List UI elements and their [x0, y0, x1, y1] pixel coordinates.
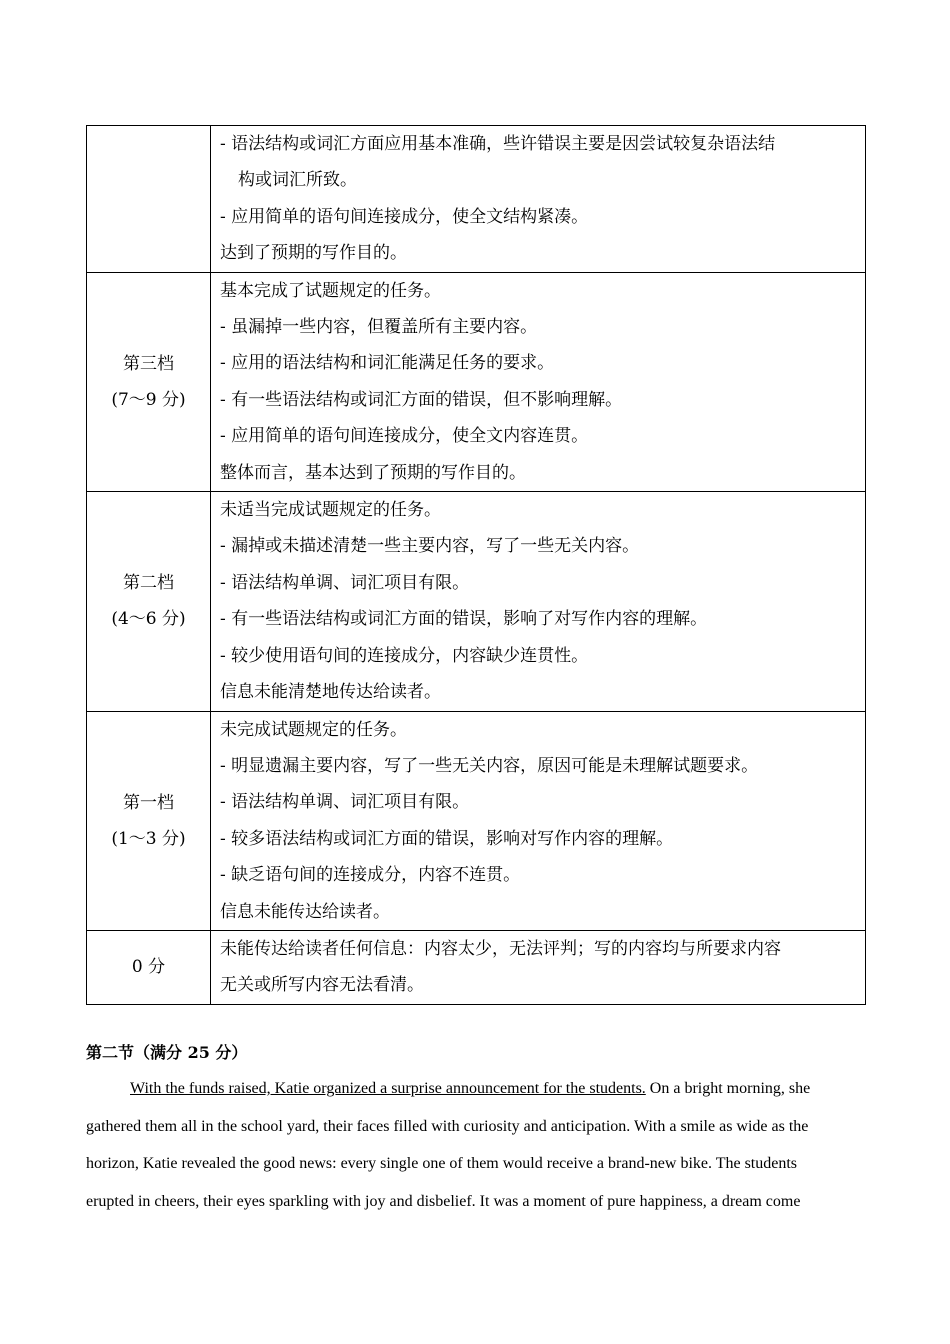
description-line: - 有一些语法结构或词汇方面的错误，影响了对写作内容的理解。: [220, 609, 708, 630]
passage-line: horizon, Katie revealed the good news: every single one of them would receive a brand-new bike. The students: [86, 1155, 798, 1172]
description-line: - 语法结构单调、词汇项目有限。: [220, 572, 470, 593]
passage-line: [86, 1070, 864, 1108]
grade-cell: [87, 272, 211, 491]
description-line: 信息未能传达给读者。: [220, 901, 390, 922]
description-line: - 明显遗漏主要内容，写了一些无关内容，原因可能是未理解试题要求。: [220, 755, 759, 776]
grade-name: 第二档: [123, 573, 174, 594]
description-line: - 应用简单的语句间连接成分，使全文结构紧凑。: [220, 206, 589, 227]
grade-name: 0 分: [131, 957, 166, 978]
rubric-row-continuation: [87, 126, 866, 273]
description-line: 信息未能清楚地传达给读者。: [220, 682, 441, 703]
description-line: - 语法结构单调、词汇项目有限。: [220, 792, 470, 813]
description-line: 未完成试题规定的任务。: [220, 719, 407, 740]
description-line: 未能传达给读者任何信息：内容太少，无法评判；写的内容均与所要求内容: [220, 938, 781, 959]
description-line: 构或词汇所致。: [238, 170, 357, 191]
grade-name: 第一档: [123, 792, 174, 813]
description-line: - 较少使用语句间的连接成分，内容缺少连贯性。: [220, 645, 589, 666]
description-line: - 缺乏语句间的连接成分，内容不连贯。: [220, 865, 521, 886]
grade-cell: [87, 492, 211, 711]
description-line: - 漏掉或未描述清楚一些主要内容，写了一些无关内容。: [220, 536, 640, 557]
description-line: 基本完成了试题规定的任务。: [220, 280, 441, 301]
section-title: 第二节（满分 25 分）: [86, 1043, 248, 1062]
grade-range: (1～3 分): [111, 828, 186, 849]
grade-name: 第三档: [123, 353, 174, 374]
description-cell: [211, 711, 866, 930]
description-line: - 较多语法结构或词汇方面的错误，影响对写作内容的理解。: [220, 828, 674, 849]
grade-range: (7～9 分): [111, 389, 186, 410]
rubric-row-band-2: [87, 492, 866, 711]
description-cell: [211, 126, 866, 273]
description-line: - 有一些语法结构或词汇方面的错误，但不影响理解。: [220, 389, 623, 410]
grade-cell: [87, 930, 211, 1004]
description-line: - 虽漏掉一些内容，但覆盖所有主要内容。: [220, 317, 538, 338]
description-cell: [211, 492, 866, 711]
passage-line: gathered them all in the school yard, their faces filled with curiosity and anticipation. With a smile as wide as the: [86, 1117, 809, 1135]
passage-text: On a bright morning, she: [645, 1080, 811, 1097]
scoring-rubric-table: [86, 125, 866, 1005]
description-line: 无关或所写内容无法看清。: [220, 975, 424, 996]
grade-range: (4～6 分): [111, 609, 186, 630]
reading-passage: [86, 1070, 864, 1220]
description-cell: [211, 930, 866, 1004]
passage-line: erupted in cheers, their eyes sparkling with joy and disbelief. It was a moment of pure happiness, a dream come: [86, 1192, 801, 1210]
grade-cell: [87, 711, 211, 930]
description-line: - 语法结构或词汇方面应用基本准确，些许错误主要是因尝试较复杂语法结: [220, 134, 776, 154]
rubric-row-zero: [87, 930, 866, 1004]
description-cell: [211, 272, 866, 491]
underlined-opening-sentence: With the funds raised, Katie organized a surprise announcement for the students.: [130, 1080, 646, 1097]
description-line: - 应用的语法结构和词汇能满足任务的要求。: [220, 353, 555, 374]
rubric-row-band-3: [87, 272, 866, 491]
description-line: 达到了预期的写作目的。: [220, 243, 407, 264]
description-line: 未适当完成试题规定的任务。: [220, 500, 441, 521]
rubric-row-band-1: [87, 711, 866, 930]
description-line: - 应用简单的语句间连接成分，使全文内容连贯。: [220, 426, 589, 447]
grade-cell-empty: [87, 126, 211, 273]
description-line: 整体而言，基本达到了预期的写作目的。: [220, 462, 526, 483]
